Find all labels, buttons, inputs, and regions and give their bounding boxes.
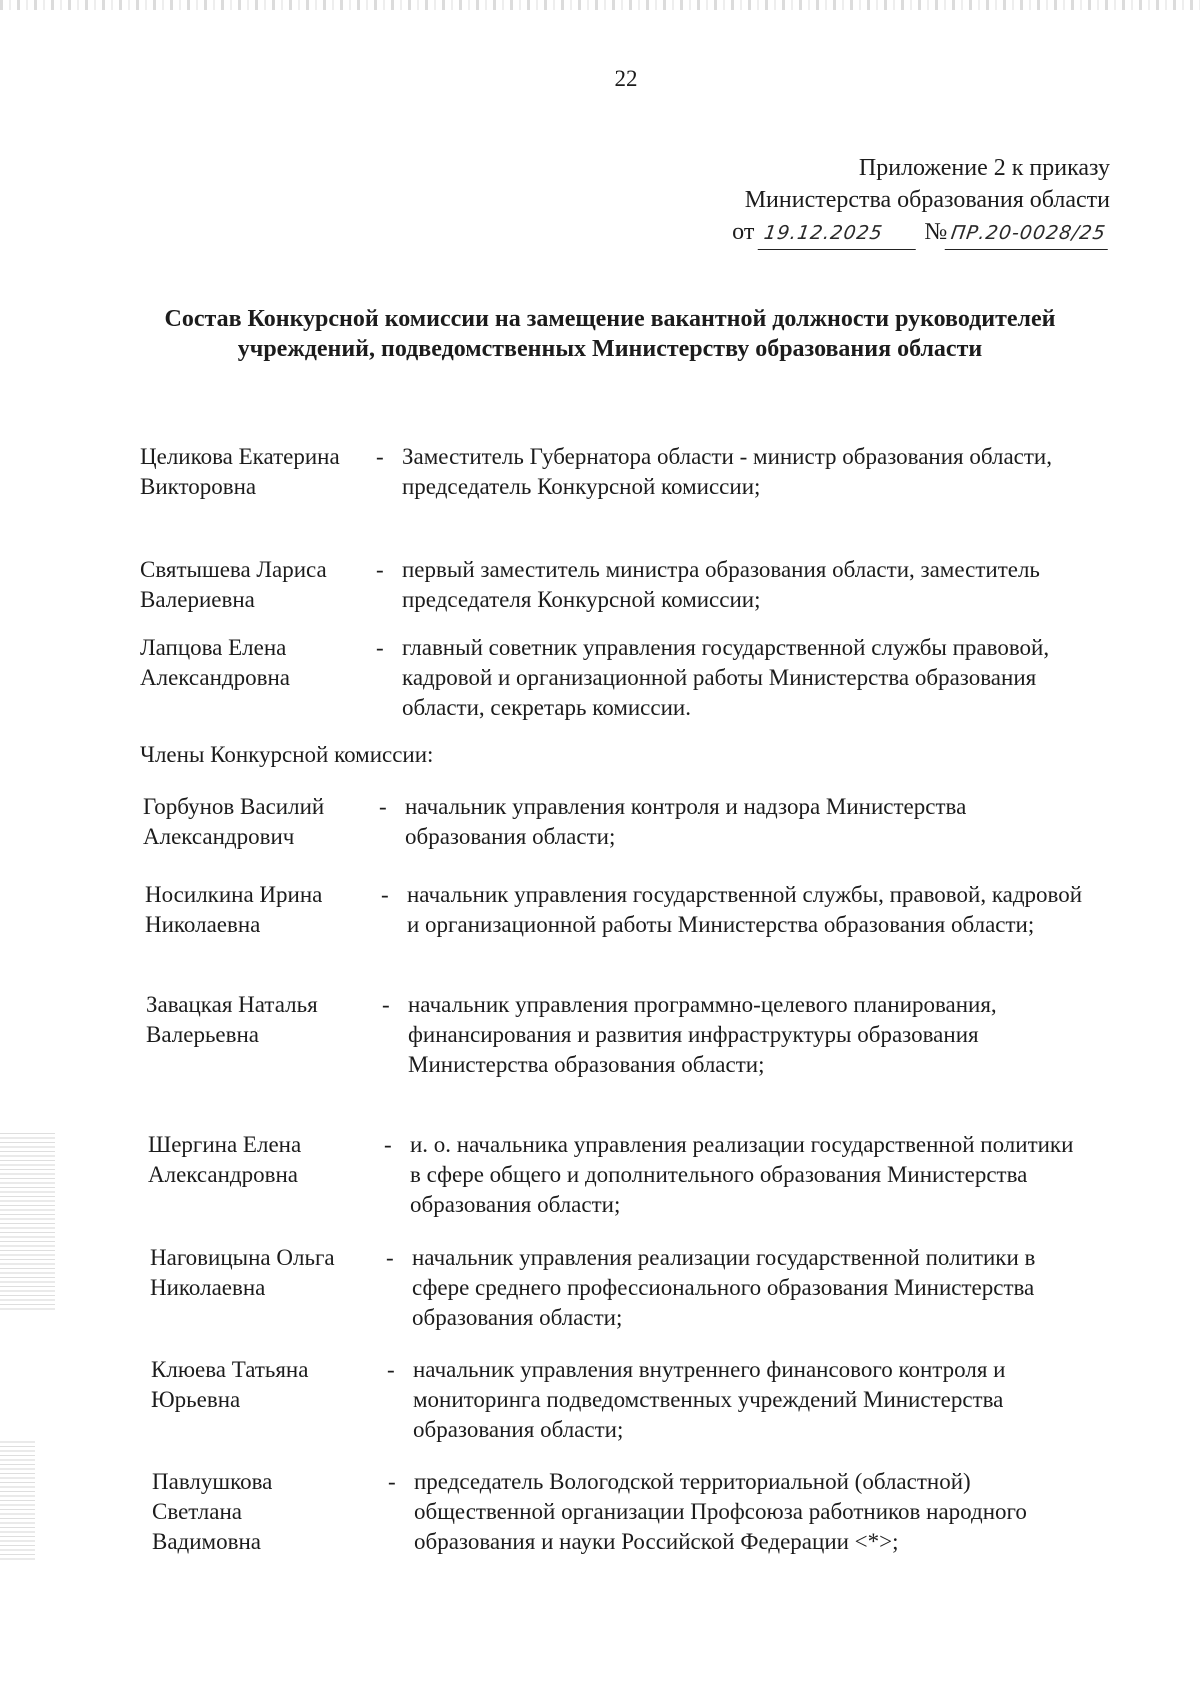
dash-separator: - [386,1245,394,1270]
member-name: Лапцова Елена Александровна [140,635,290,690]
member-role: Заместитель Губернатора области - министр образования области, председатель Конкурсной комиссии; [402,444,1052,499]
scan-edge-left [0,1130,55,1310]
member-role: начальник управления государственной службы, правовой, кадровой и организационной работы Министерства образования области; [407,882,1083,937]
member-name: Целикова Екатерина Викторовна [140,444,340,499]
member-name: Носилкина Ирина Николаевна [145,882,323,937]
dash-separator: - [382,992,390,1017]
member-name: Павлушкова Светлана Вадимовна [152,1469,273,1554]
appendix-line-1: Приложение 2 к приказу [858,155,1110,181]
page-number: 22 [614,66,638,91]
dash-separator: - [376,444,384,469]
number-prefix: № [924,219,948,245]
member-name: Святышева Лариса Валериевна [140,557,327,612]
dash-separator: - [376,557,384,582]
document-title: Состав Конкурсной комиссии на замещение вакантной должности руководителей учреждений, подведомственных Министерству образования области [164,306,1056,362]
dash-separator: - [381,882,389,907]
scan-edge-left-lower [0,1440,35,1560]
member-name: Наговицына Ольга Николаевна [150,1245,335,1300]
handwritten-order-number: ПР.20-0028/25 [945,217,1112,250]
member-role: первый заместитель министра образования области, заместитель председателя Конкурсной комиссии; [402,557,1040,612]
member-role: председатель Вологодской территориальной (областной) общественной организации Профсоюза работников народного образования и науки Российской Федерации <*>; [414,1469,1027,1554]
dash-separator: - [384,1132,392,1157]
from-prefix: от [732,219,755,245]
member-role: начальник управления внутреннего финансового контроля и мониторинга подведомственных учреждений Министерства образования области; [413,1357,1006,1442]
member-name: Завацкая Наталья Валерьевна [146,992,318,1047]
scan-edge-top [0,0,1200,10]
member-name: Клюева Татьяна Юрьевна [151,1357,309,1412]
appendix-date-line [732,216,1110,250]
dash-separator: - [376,635,384,660]
member-role: начальник управления контроля и надзора Министерства образования области; [405,794,967,849]
member-role: начальник управления программно-целевого планирования, финансирования и развития инфраструктуры образования Министерства образования области; [408,992,997,1077]
member-name: Горбунов Василий Александрович [143,794,325,849]
member-role: главный советник управления государственной службы правовой, кадровой и организационной работы Министерства образования области, секретарь комиссии. [402,635,1050,720]
member-role: начальник управления реализации государственной политики в сфере среднего профессионального образования Министерства образования области; [412,1245,1036,1330]
member-role: и. о. начальника управления реализации государственной политики в сфере общего и дополнительного образования Министерства образования области; [410,1132,1074,1217]
handwritten-date: 19.12.2025 [758,217,921,250]
dash-separator: - [387,1357,395,1382]
appendix-header [732,152,1110,250]
dash-separator: - [379,794,387,819]
members-heading: Члены Конкурсной комиссии: [140,742,434,767]
dash-separator: - [388,1469,396,1494]
member-name: Шергина Елена Александровна [148,1132,302,1187]
appendix-line-2: Министерства образования области [744,187,1110,213]
